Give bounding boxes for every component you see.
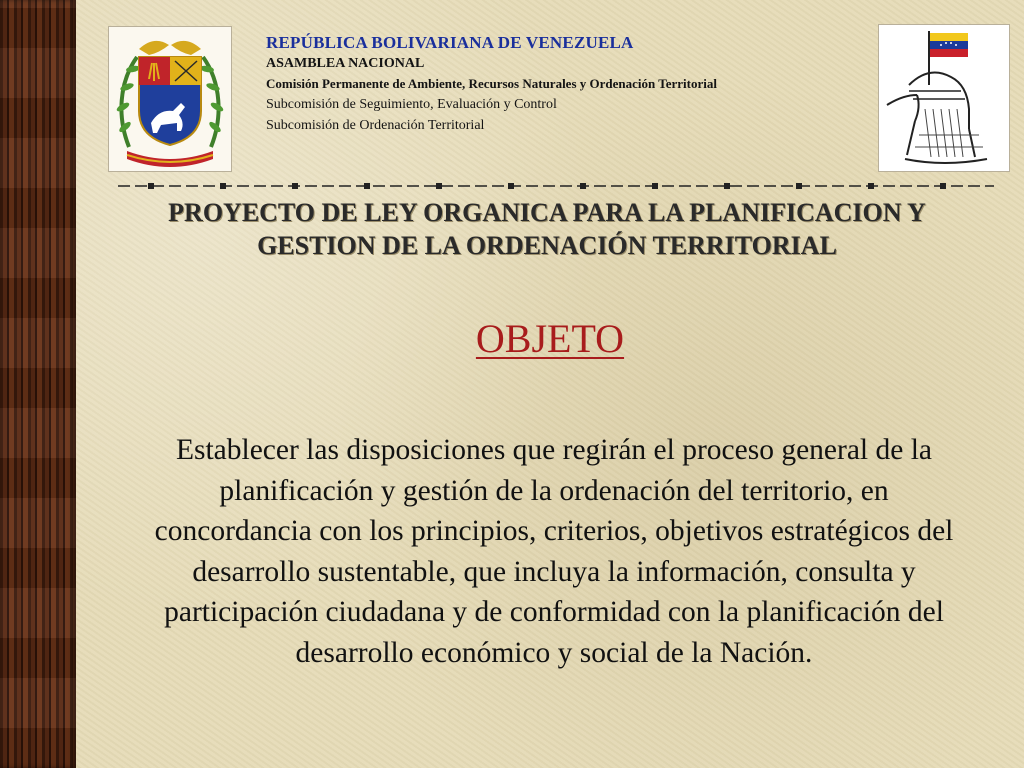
- header-commission: Comisión Permanente de Ambiente, Recursos Naturales y Ordenación Territorial: [266, 76, 717, 91]
- assembly-logo-frame: [878, 24, 1010, 172]
- header-assembly: ASAMBLEA NACIONAL: [266, 56, 425, 71]
- header-republic: REPÚBLICA BOLIVARIANA DE VENEZUELA: [266, 33, 634, 52]
- header-subcommission-2: Subcomisión de Ordenación Territorial: [266, 118, 485, 133]
- wood-border-left: [0, 0, 76, 768]
- header-subcommission-1: Subcomisión de Seguimiento, Evaluación y Control: [266, 97, 557, 112]
- body-paragraph: Establecer las disposiciones que regirán el proceso general de la planificación y gestión de la ordenación del territorio, en concordancia con los principios, criterios, objetivos estratégicos del desarrollo sustentable, que incluya la información, consulta y participación ciudadana y de conformidad con la planificación del desarrollo económico y social de la Nación.: [154, 434, 954, 669]
- page-title: [100, 196, 994, 262]
- coat-of-arms-frame: [108, 26, 232, 172]
- venezuela-coat-of-arms-icon: [109, 27, 231, 171]
- header-block: [266, 32, 717, 136]
- national-assembly-flag-logo-icon: [879, 25, 1009, 171]
- page-title-line-1: PROYECTO DE LEY ORGANICA PARA LA PLANIFICACION Y: [168, 198, 926, 227]
- page-title-line-2: GESTION DE LA ORDENACIÓN TERRITORIAL: [257, 231, 837, 260]
- decorative-divider: [118, 179, 994, 193]
- section-heading: OBJETO: [475, 316, 625, 361]
